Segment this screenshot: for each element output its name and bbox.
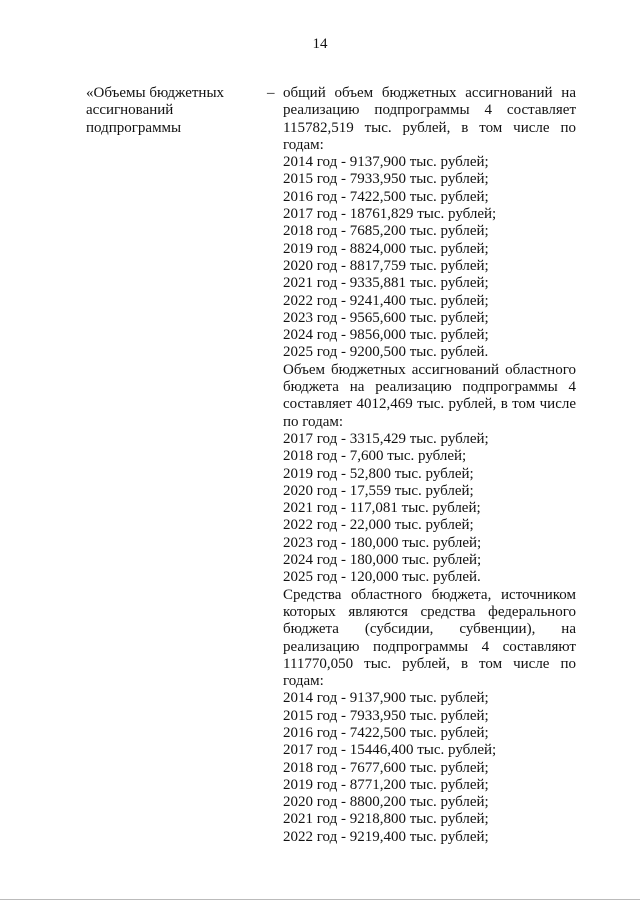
page-edge-rule <box>0 899 640 900</box>
year-line: 2016 год - 7422,500 тыс. рублей; <box>283 724 489 741</box>
year-line: 2024 год - 9856,000 тыс. рублей; <box>283 327 489 344</box>
year-line: 2014 год - 9137,900 тыс. рублей; <box>283 154 489 171</box>
year-line: 2020 год - 8800,200 тыс. рублей; <box>283 794 489 811</box>
year-line: 2019 год - 52,800 тыс. рублей; <box>283 465 474 482</box>
page-number: 14 <box>312 36 328 52</box>
year-line: 2022 год - 22,000 тыс. рублей; <box>283 517 474 534</box>
year-line: 2021 год - 9218,800 тыс. рублей; <box>283 811 489 828</box>
row-label-line: подпрограммы <box>86 119 182 136</box>
year-line: 2017 год - 18761,829 тыс. рублей; <box>283 206 497 223</box>
text-line: которых являются средства федерального <box>283 603 576 620</box>
text-line: реализацию подпрограммы 4 составляет <box>283 102 576 119</box>
year-line: 2023 год - 9565,600 тыс. рублей; <box>283 309 489 326</box>
year-line: 2022 год - 9241,400 тыс. рублей; <box>283 292 489 309</box>
year-line: 2021 год - 9335,881 тыс. рублей; <box>283 275 489 292</box>
year-line: 2019 год - 8824,000 тыс. рублей; <box>283 240 489 257</box>
budget-content <box>283 85 576 846</box>
text-line: 115782,519 тыс. рублей, в том числе по <box>283 119 576 136</box>
row-label-line: ассигнований <box>86 102 174 119</box>
text-line: годам: <box>283 673 324 690</box>
text-line: общий объем бюджетных ассигнований на <box>283 85 576 101</box>
text-line: бюджета (субсидии, субвенции), на <box>283 621 576 638</box>
text-line: Средства областного бюджета, источником <box>283 586 576 603</box>
row-label <box>86 85 256 137</box>
year-line: 2017 год - 3315,429 тыс. рублей; <box>283 430 489 447</box>
year-line: 2025 год - 120,000 тыс. рублей. <box>283 569 481 586</box>
list-dash: – <box>267 85 275 101</box>
year-line: 2015 год - 7933,950 тыс. рублей; <box>283 707 489 724</box>
year-line: 2014 год - 9137,900 тыс. рублей; <box>283 690 489 707</box>
year-line: 2018 год - 7677,600 тыс. рублей; <box>283 759 489 776</box>
year-line: 2025 год - 9200,500 тыс. рублей. <box>283 344 489 361</box>
section-federal <box>283 587 576 846</box>
year-line: 2021 год - 117,081 тыс. рублей; <box>283 500 481 517</box>
text-line: 111770,050 тыс. рублей, в том числе по <box>283 655 576 672</box>
year-line: 2022 год - 9219,400 тыс. рублей; <box>283 828 489 845</box>
year-line: 2019 год - 8771,200 тыс. рублей; <box>283 776 489 793</box>
year-line: 2020 год - 17,559 тыс. рублей; <box>283 482 474 499</box>
text-line: бюджета на реализацию подпрограммы 4 <box>283 379 576 396</box>
section-regional <box>283 362 576 587</box>
text-line: реализацию подпрограммы 4 составляют <box>283 638 576 655</box>
year-line: 2024 год - 180,000 тыс. рублей; <box>283 552 482 569</box>
year-line: 2015 год - 7933,950 тыс. рублей; <box>283 171 489 188</box>
year-line: 2018 год - 7685,200 тыс. рублей; <box>283 223 489 240</box>
text-line: Объем бюджетных ассигнований областного <box>283 361 576 378</box>
year-line: 2018 год - 7,600 тыс. рублей; <box>283 448 467 465</box>
text-line: составляет 4012,469 тыс. рублей, в том числе <box>283 396 576 413</box>
section-total <box>283 85 576 362</box>
year-line: 2020 год - 8817,759 тыс. рублей; <box>283 257 489 274</box>
text-line: годам: <box>283 136 324 153</box>
row-label-line: «Объемы бюджетных <box>86 85 225 101</box>
year-line: 2023 год - 180,000 тыс. рублей; <box>283 534 482 551</box>
text-line: по годам: <box>283 413 344 430</box>
year-line: 2016 год - 7422,500 тыс. рублей; <box>283 188 489 205</box>
year-line: 2017 год - 15446,400 тыс. рублей; <box>283 742 497 759</box>
